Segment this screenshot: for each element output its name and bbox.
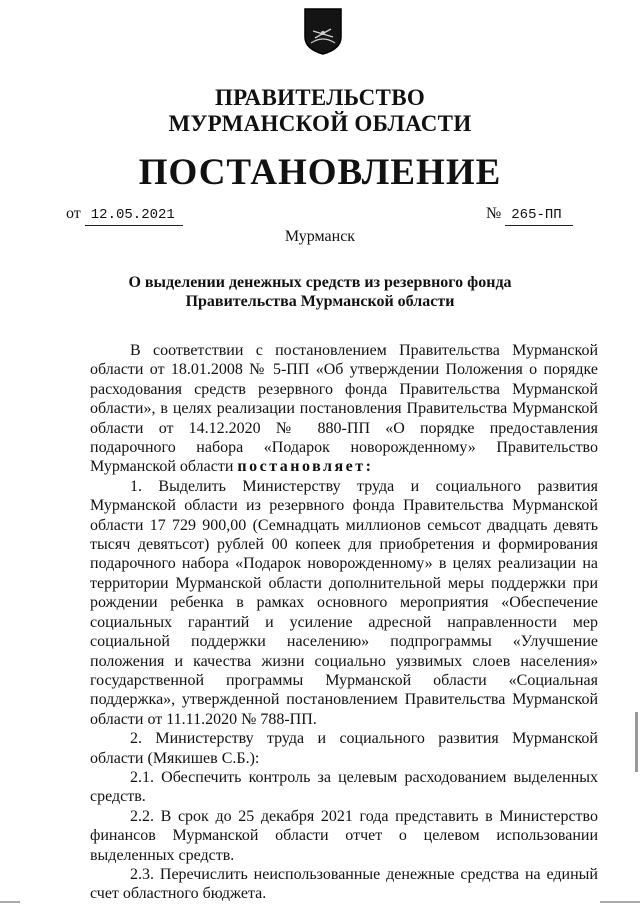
date-block	[66, 204, 183, 226]
org-name-line2: МУРМАНСКОЙ ОБЛАСТИ	[168, 111, 472, 136]
paragraph-2-1: 2.1. Обеспечить контроль за целевым расходованием выделенных средств.	[90, 768, 598, 806]
paragraph-2-3: 2.3. Перечислить неиспользованные денежные средства на единый счет областного бюджета.	[90, 865, 598, 903]
murmansk-coat-of-arms-icon	[303, 7, 343, 55]
document-date: 12.05.2021	[85, 205, 183, 226]
paragraph-2: 2. Министерству труда и социального развития Мурманской области (Мякишев С.Б.):	[90, 730, 598, 767]
paragraph-2-2: 2.2. В срок до 25 декабря 2021 года представить в Министерство финансов Мурманской области отчет о целевом использовании выделенных средств.	[90, 807, 598, 864]
decrees-word: постановляет:	[237, 458, 374, 476]
scan-edge-mark	[635, 712, 638, 772]
number-block	[486, 204, 573, 226]
preamble-paragraph	[90, 341, 598, 477]
paragraph-1: 1. Выделить Министерству труда и социального развития Мурманской области из резервного фонда Правительства Мурманской области 17 729 900,00 (Семнадцать миллионов семьсот двадцать девять тысяч девятьсот) рублей 00 копеек для приобретения и формирования подарочного набора «Подарок новорожденному» в целях реализации на территории Мурманской области дополнительной меры поддержки при рождении ребенка в рамках основного мероприятия «Обеспечение социальных гарантий и усиление адресной направленности мер социальной поддержки населению» подпрограммы «Улучшение положения и качества жизни социально уязвимых слоев населения» государственной программы Мурманской области «Социальная поддержка», утвержденной постановлением Правительства Мурманской области от 11.11.2020 № 788-ПП.	[90, 477, 598, 728]
org-name-line1: ПРАВИТЕЛЬСТВО	[214, 85, 426, 110]
scan-foot-mark-left	[0, 901, 20, 903]
preamble-text: В соответствии с постановлением Правительства Мурманской области от 18.01.2008 № 5-ПП «Об утверждении Положения о порядке расходования средств резервного фонда Правительства Мурманской области», в целях реализации постановления Правительства Мурманской области от 14.12.2020 № 880-ПП «О порядке предоставления подарочного набора «Подарок новорожденному» Правительство Мурманской области	[90, 342, 598, 476]
document-type-title: ПОСТАНОВЛЕНИЕ	[138, 152, 502, 193]
scan-foot-mark-right	[600, 901, 640, 903]
subject-line2: Правительства Мурманской области	[185, 293, 455, 310]
subject-line1: О выделении денежных средств из резервного фонда	[128, 274, 512, 291]
city: Мурманск	[284, 228, 356, 245]
date-prefix: от	[66, 205, 81, 222]
document-body	[90, 341, 598, 904]
document-subject	[90, 273, 550, 311]
document-number: 265-ПП	[505, 205, 573, 226]
number-prefix: №	[486, 205, 502, 222]
